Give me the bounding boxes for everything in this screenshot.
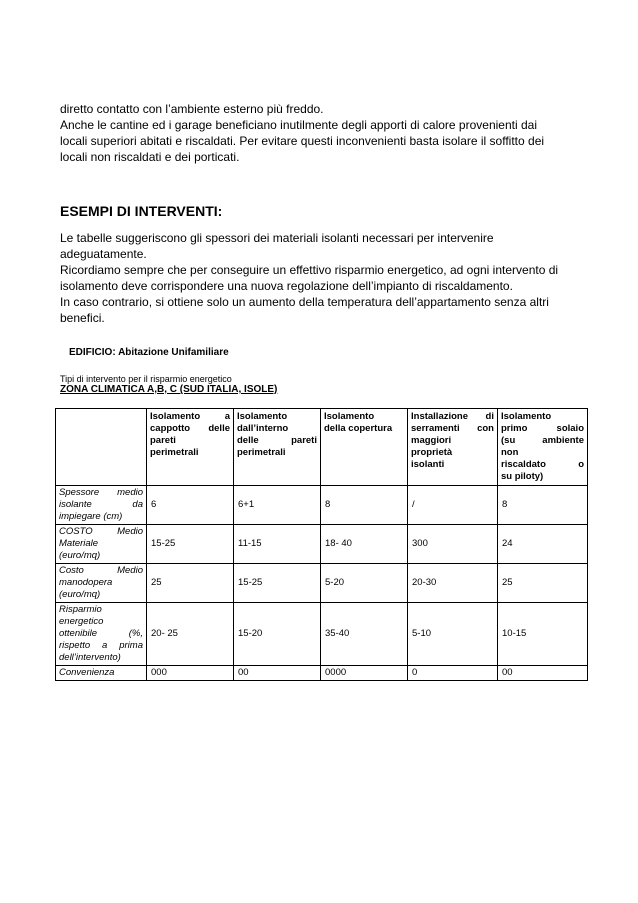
table-cell: 000 (147, 666, 234, 681)
interventions-table (55, 408, 588, 681)
table-row (56, 486, 588, 525)
building-label: EDIFICIO: Abitazione Unifamiliare (69, 347, 229, 358)
paragraph-line: locali non riscaldati e dei porticati. (60, 150, 240, 164)
table-corner-cell (56, 409, 147, 486)
paragraph-line: Le tabelle suggeriscono gli spessori dei materiali isolanti necessari per intervenire (60, 231, 494, 245)
row-label (56, 486, 147, 525)
header-line: perimetrali (237, 447, 286, 458)
header-line: (su ambiente (501, 435, 584, 446)
paragraph-line: diretto contatto con l’ambiente esterno più freddo. (60, 102, 324, 116)
table-cell: 300 (408, 525, 498, 564)
header-line: riscaldato o (501, 459, 584, 470)
table-header-cell (321, 409, 408, 486)
header-line: Isolamento a (150, 411, 230, 422)
table-cell: 6+1 (234, 486, 321, 525)
table-cell: 18- 40 (321, 525, 408, 564)
table-cell: 20- 25 (147, 603, 234, 666)
table-row (56, 603, 588, 666)
table-cell: 0000 (321, 666, 408, 681)
header-line: Isolamento (324, 411, 375, 422)
table-cell: 11-15 (234, 525, 321, 564)
climate-zone-label: ZONA CLIMATICA A,B, C (SUD ITALIA, ISOLE) (60, 384, 278, 395)
table-cell: 5-20 (321, 564, 408, 603)
table-cell: 20-30 (408, 564, 498, 603)
table-cell: 10-15 (498, 603, 588, 666)
table-cell: 00 (234, 666, 321, 681)
table-cell: 6 (147, 486, 234, 525)
table-cell: 25 (498, 564, 588, 603)
header-line: isolanti (411, 459, 445, 470)
paragraph-line: isolamento deve corrispondere una nuova regolazione dell’impianto di riscaldamento. (60, 279, 513, 293)
table-cell: 15-20 (234, 603, 321, 666)
row-label-line: rispetto a prima (59, 640, 143, 651)
document-page (59, 101, 584, 678)
table-row (56, 666, 588, 681)
table-header-row (56, 409, 588, 486)
header-line: pareti (150, 435, 176, 446)
header-line: della copertura (324, 423, 393, 434)
table-header-cell (147, 409, 234, 486)
table-cell: 8 (321, 486, 408, 525)
paragraph-line: Ricordiamo sempre che per conseguire un effettivo risparmio energetico, ad ogni intervento di (60, 263, 559, 277)
header-line: su piloty) (501, 471, 544, 482)
header-line: perimetrali (150, 447, 199, 458)
top-paragraph (60, 101, 580, 165)
intro-paragraph (60, 230, 580, 326)
header-line: Installazione di (411, 411, 494, 422)
table-cell: / (408, 486, 498, 525)
header-line: dall’interno (237, 423, 289, 434)
header-line: Isolamento (501, 411, 552, 422)
table-header-cell (498, 409, 588, 486)
paragraph-line: Anche le cantine ed i garage beneficiano inutilmente degli apporti di calore provenienti dai (60, 118, 537, 132)
row-label-line: Risparmio (59, 604, 102, 615)
row-label-line: impiegare (cm) (59, 511, 123, 522)
paragraph-line: locali superiori abitati e riscaldati. Per evitare questi inconvenienti basta isolare il soffitto dei (60, 134, 545, 148)
table-cell: 15-25 (234, 564, 321, 603)
table-cell: 24 (498, 525, 588, 564)
table-cell: 0 (408, 666, 498, 681)
table-subtitle: Tipi di intervento per il risparmio energetico (60, 374, 232, 384)
table-cell: 8 (498, 486, 588, 525)
row-label-line: (euro/mq) (59, 550, 101, 561)
table-cell: 35-40 (321, 603, 408, 666)
header-line: proprietà (411, 447, 453, 458)
header-line: non (501, 447, 519, 458)
row-label-line: ottenibile (%, (59, 628, 143, 639)
row-label (56, 564, 147, 603)
row-label-line: (euro/mq) (59, 589, 101, 600)
table-cell: 15-25 (147, 525, 234, 564)
table-cell: 25 (147, 564, 234, 603)
paragraph-line: adeguatamente. (60, 247, 147, 261)
header-line: cappotto delle (150, 423, 230, 434)
paragraph-line: In caso contrario, si ottiene solo un aumento della temperatura dell’appartamento senza altri (60, 295, 549, 309)
row-label-line: COSTO Medio (59, 526, 143, 537)
row-label-line: Costo Medio (59, 565, 143, 576)
header-line: serramenti con (411, 423, 494, 434)
row-label-line: Materiale (59, 538, 99, 549)
row-label-line: isolante da (59, 499, 143, 510)
table-header-cell (408, 409, 498, 486)
row-label (56, 666, 147, 681)
row-label-line: manodopera (59, 577, 113, 588)
header-line: Isolamento (237, 411, 288, 422)
section-heading: ESEMPI DI INTERVENTI: (60, 203, 223, 219)
table-row (56, 525, 588, 564)
row-label (56, 525, 147, 564)
row-label-line: energetico (59, 616, 104, 627)
header-line: maggiori (411, 435, 452, 446)
paragraph-line: benefici. (60, 311, 105, 325)
table-cell: 00 (498, 666, 588, 681)
header-line: primo solaio (501, 423, 584, 434)
table-cell: 5-10 (408, 603, 498, 666)
table-row (56, 564, 588, 603)
row-label-line: dell’intervento) (59, 652, 121, 663)
header-line: delle pareti (237, 435, 317, 446)
row-label (56, 603, 147, 666)
table-header-cell (234, 409, 321, 486)
row-label-line: Convenienza (59, 667, 115, 678)
row-label-line: Spessore medio (59, 487, 143, 498)
